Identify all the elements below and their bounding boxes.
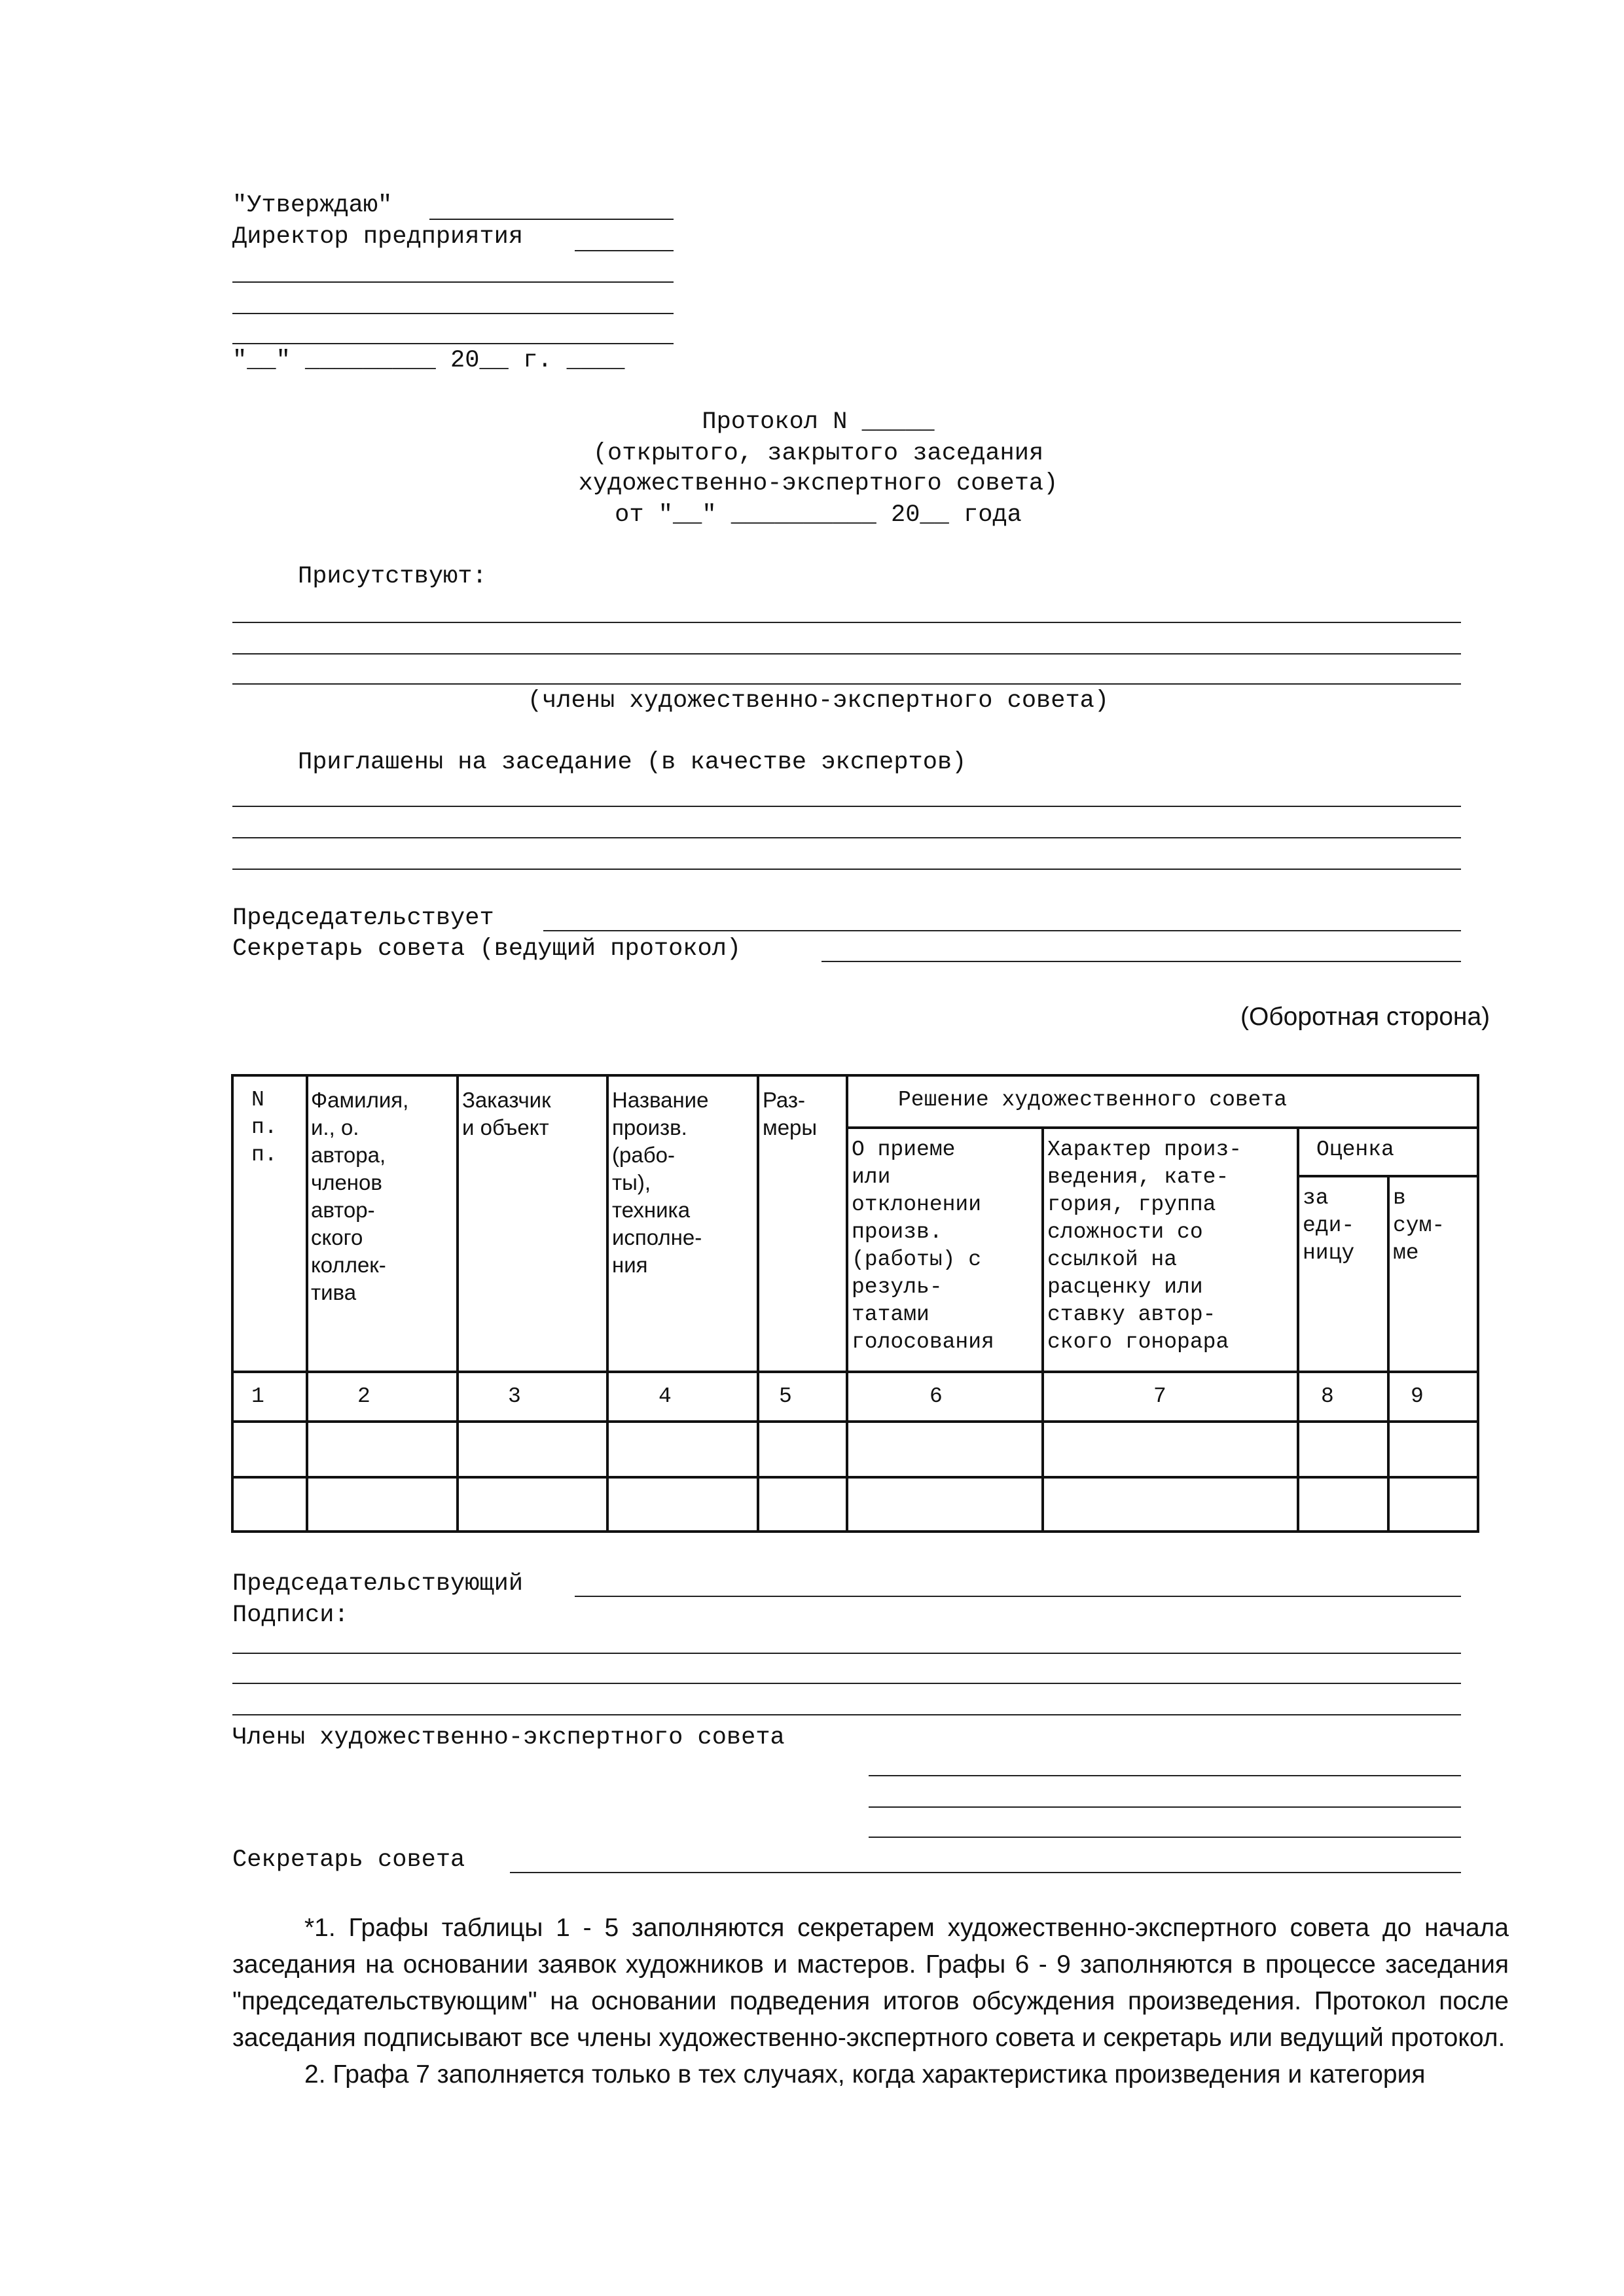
chair-sign-line <box>575 1596 1461 1597</box>
header-total: в сум- ме <box>1393 1186 1445 1265</box>
col-num-3: 3 <box>508 1384 521 1408</box>
col-num-1: 1 <box>251 1384 264 1408</box>
table-col-line-3 <box>606 1074 609 1533</box>
table-line-numbers-bottom <box>231 1420 1479 1423</box>
protocol-subtitle-2: художественно-экспертного совета) <box>578 470 1058 497</box>
signature-line-3 <box>232 1714 1461 1715</box>
col-num-7: 7 <box>1153 1384 1166 1408</box>
chair-line <box>543 930 1461 931</box>
members-sign-line-3 <box>869 1837 1461 1838</box>
approve-label: "Утверждаю" <box>232 192 393 219</box>
col-num-5: 5 <box>779 1384 792 1408</box>
col-num-4: 4 <box>659 1384 672 1408</box>
table-col-line-2 <box>456 1074 459 1533</box>
signature-line-2 <box>232 1683 1461 1684</box>
col-num-8: 8 <box>1321 1384 1334 1408</box>
approval-date-line: "__" _________ 20__ г. ____ <box>232 347 625 374</box>
director-label: Директор предприятия <box>232 223 524 251</box>
header-work: Название произв. (рабо- ты), техника исполне- ния <box>612 1088 709 1277</box>
header-accept: О приеме или отклонении произв. (работы) с резуль- татами голосования <box>852 1138 994 1354</box>
present-line-3 <box>232 683 1461 685</box>
chair-label: Председательствует <box>232 905 494 932</box>
table-col-line-4 <box>757 1074 759 1533</box>
director-signature-line <box>575 250 674 251</box>
table-col-line-6 <box>1041 1126 1044 1533</box>
table-col-line-7 <box>1297 1126 1299 1533</box>
members-sign-line-1 <box>869 1775 1461 1776</box>
table-col-line-8 <box>1387 1175 1390 1533</box>
footnote-2: 2. Графа 7 заполняется только в тех случаях, когда характеристика произведения и категория <box>304 2060 1426 2089</box>
present-line-2 <box>232 653 1461 655</box>
members-caption: (члены художественно-экспертного совета) <box>527 687 1110 715</box>
protocol-title: Протокол N _____ <box>702 408 935 436</box>
director-name-line-2 <box>232 313 674 314</box>
table-border-left <box>231 1074 234 1533</box>
director-name-line-3 <box>232 343 674 344</box>
table-col-line-1 <box>306 1074 308 1533</box>
protocol-subtitle-1: (открытого, закрытого заседания <box>592 440 1044 467</box>
table-col-line-5 <box>846 1074 848 1533</box>
table-line-decision <box>846 1126 1479 1129</box>
header-character: Характер произ- ведения, кате- гория, группа сложности со ссылкой на расценку или ставку автор- ского гонорара <box>1047 1138 1242 1354</box>
present-label: Присутствуют: <box>298 563 487 590</box>
invited-line-1 <box>232 806 1461 807</box>
header-customer: Заказчик и объект <box>462 1088 551 1139</box>
present-line-1 <box>232 622 1461 623</box>
secretary-label: Секретарь совета (ведущий протокол) <box>232 935 742 963</box>
footnotes <box>232 1910 1509 2093</box>
table-border-bottom <box>231 1530 1479 1533</box>
secretary-sign-label: Секретарь совета <box>232 1846 465 1874</box>
invited-line-3 <box>232 869 1461 870</box>
reverse-side-label: (Оборотная сторона) <box>1240 1003 1490 1031</box>
protocol-date-line: от "__" __________ 20__ года <box>615 501 1022 529</box>
chair-sign-label: Председательствующий <box>232 1570 524 1598</box>
table-border-right <box>1477 1074 1479 1533</box>
header-per-unit: за еди- ницу <box>1303 1186 1355 1265</box>
header-author: Фамилия, и., о. автора, членов автор- ского коллек- тива <box>311 1088 409 1304</box>
secretary-sign-line <box>510 1872 1461 1873</box>
approve-signature-line <box>429 219 674 220</box>
header-decision: Решение художественного совета <box>898 1088 1288 1112</box>
signatures-label: Подписи: <box>232 1602 349 1629</box>
members-sign-line-2 <box>869 1806 1461 1808</box>
table-line-row-1 <box>231 1476 1479 1479</box>
invited-label: Приглашены на заседание (в качестве экспертов) <box>298 749 967 776</box>
invited-line-2 <box>232 837 1461 838</box>
footnote-1: *1. Графы таблицы 1 - 5 заполняются секретарем художественно-экспертного совета до начала заседания на основании заявок художников и мастеров. Графы 6 - 9 заполняются в процессе заседания "председательствующим" на основании подведения итогов обсуждения произведения. Протокол после заседания подписывают все члены художественно-экспертного совета и секретарь или ведущий протокол. <box>232 1914 1509 2052</box>
table-border-top <box>231 1074 1479 1077</box>
header-rating: Оценка <box>1316 1138 1394 1162</box>
col-num-6: 6 <box>929 1384 943 1408</box>
header-num: N п. п. <box>251 1088 278 1167</box>
header-size: Раз- меры <box>763 1088 818 1139</box>
members-sign-label: Члены художественно-экспертного совета <box>232 1724 785 1751</box>
col-num-2: 2 <box>357 1384 370 1408</box>
signature-line-1 <box>232 1653 1461 1654</box>
director-name-line-1 <box>232 281 674 283</box>
secretary-line <box>821 961 1461 962</box>
col-num-9: 9 <box>1411 1384 1424 1408</box>
table-line-header-bottom <box>231 1371 1479 1373</box>
